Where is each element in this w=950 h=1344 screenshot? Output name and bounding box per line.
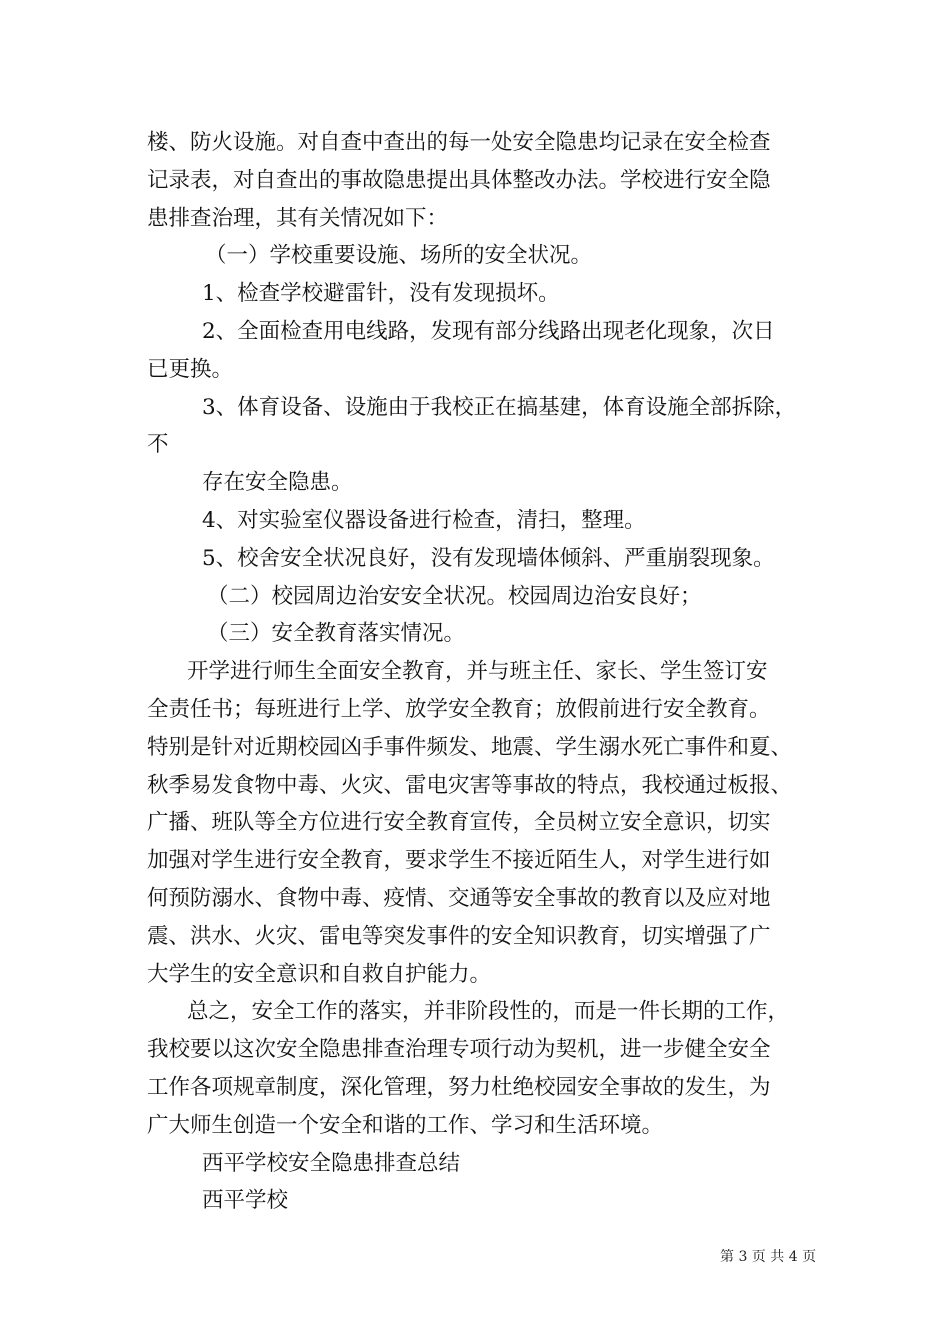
list-item-continuation: 已更换。: [147, 356, 234, 382]
paragraph-line: 广大师生创造一个安全和谐的工作、学习和生活环境。: [147, 1112, 664, 1138]
paragraph-line: 秋季易发食物中毒、火灾、雷电灾害等事故的特点，我校通过板报、: [147, 772, 793, 798]
signature-line: 西平学校: [202, 1188, 289, 1214]
document-body: [147, 124, 827, 1220]
section-heading: （二）校园周边治安安全状况。校园周边治安良好；: [207, 583, 702, 609]
document-title-line: 西平学校安全隐患排查总结: [202, 1150, 461, 1176]
paragraph-line: 加强对学生进行安全教育，要求学生不接近陌生人，对学生进行如: [147, 848, 771, 874]
paragraph-line: 患排查治理，其有关情况如下：: [147, 205, 449, 231]
paragraph-line: 我校要以这次安全隐患排查治理专项行动为契机，进一步健全安全: [147, 1037, 771, 1063]
list-item-continuation: 存在安全隐患。: [202, 470, 353, 496]
paragraph-line: 全责任书；每班进行上学、放学安全教育；放假前进行安全教育。: [147, 696, 771, 722]
paragraph-line: 工作各项规章制度，深化管理，努力杜绝校园安全事故的发生，为: [147, 1074, 771, 1100]
page-number: 第 3 页 共 4 页: [720, 1249, 817, 1265]
list-item: 3、体育设备、设施由于我校正在搞基建，体育设施全部拆除，: [202, 394, 797, 420]
paragraph-line: 特别是针对近期校园凶手事件频发、地震、学生溺水死亡事件和夏、: [147, 734, 793, 760]
list-item: 2、全面检查用电线路，发现有部分线路出现老化现象，次日: [202, 318, 775, 344]
list-item: 1、检查学校避雷针，没有发现损坏。: [202, 281, 560, 307]
paragraph-line: 记录表，对自查出的事故隐患提出具体整改办法。学校进行安全隐: [147, 167, 771, 193]
section-heading: （三）安全教育落实情况。: [207, 621, 466, 647]
list-item: 5、校舍安全状况良好，没有发现墙体倾斜、严重崩裂现象。: [202, 545, 775, 571]
paragraph-line: 何预防溺水、食物中毒、疫情、交通等安全事故的教育以及应对地: [147, 885, 771, 911]
paragraph-line: 总之，安全工作的落实，并非阶段性的，而是一件长期的工作，: [187, 999, 790, 1025]
paragraph-line: 大学生的安全意识和自救自护能力。: [147, 961, 492, 987]
paragraph-line: 开学进行师生全面安全教育，并与班主任、家长、学生签订安: [187, 659, 768, 685]
section-heading: （一）学校重要设施、场所的安全状况。: [205, 243, 593, 269]
paragraph-line: 楼、防火设施。对自查中查出的每一处安全隐患均记录在安全检查: [147, 130, 771, 155]
paragraph-line: 广播、班队等全方位进行安全教育宣传，全员树立安全意识，切实: [147, 810, 771, 836]
paragraph-line: 震、洪水、火灾、雷电等突发事件的安全知识教育，切实增强了广: [147, 923, 771, 949]
list-item-continuation: 不: [147, 432, 169, 458]
list-item: 4、对实验室仪器设备进行检查，清扫，整理。: [202, 507, 646, 533]
